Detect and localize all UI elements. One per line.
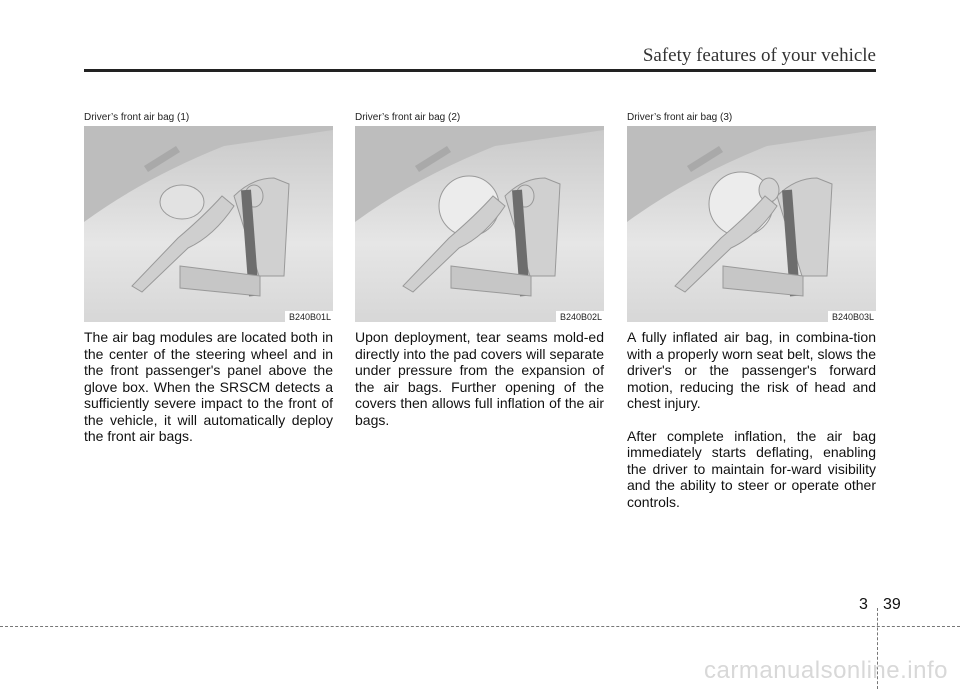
- airbag-illustration-3: [627, 126, 876, 322]
- airbag-illustration-1: [84, 126, 333, 322]
- section-number: 3: [859, 596, 868, 613]
- footer-rule: [0, 626, 960, 627]
- paragraph: The air bag modules are located both in the center of the steering wheel and in the front passenger's panel above the glove box. When the SRSCM detects a sufficiently severe impact to the front of the vehicle, it will automatically deploy the front air bags.: [84, 329, 333, 444]
- figure-caption: Driver’s front air bag (2): [355, 112, 461, 123]
- paragraph: After complete inflation, the air bag immediately starts deflating, enabling the driver to maintain for-ward visibility and the ability to steer or operate other controls.: [627, 427, 876, 510]
- airbag-stage-1-drawing: [84, 126, 333, 322]
- column-1: [84, 112, 333, 461]
- figure-code: B240B03L: [828, 311, 876, 322]
- header-rule: [84, 69, 876, 72]
- figure-caption: Driver’s front air bag (1): [84, 112, 190, 123]
- airbag-stage-2-drawing: [355, 126, 604, 322]
- watermark: carmanualsonline.info: [704, 657, 948, 684]
- airbag-illustration-2: [355, 126, 604, 322]
- figure-caption: Driver’s front air bag (3): [627, 112, 733, 123]
- figure-code: B240B02L: [556, 311, 604, 322]
- body-text: [84, 329, 333, 445]
- body-text: [355, 329, 604, 428]
- body-text: [627, 329, 876, 510]
- header-title: Safety features of your vehicle: [642, 45, 876, 66]
- airbag-stage-3-drawing: [627, 126, 876, 322]
- column-2: [355, 112, 604, 444]
- paragraph: A fully inflated air bag, in combina-tion with a properly worn seat belt, slows the driver's or the passenger's forward motion, reducing the risk of head and chest injury.: [627, 329, 876, 411]
- paragraph: Upon deployment, tear seams mold-ed directly into the pad covers will separate under pressure from the expansion of the air bags. Further opening of the covers then allows full inflation of the air bags.: [355, 329, 604, 428]
- page-number: 39: [883, 596, 901, 613]
- figure-code: B240B01L: [285, 311, 333, 322]
- column-3: [627, 112, 876, 526]
